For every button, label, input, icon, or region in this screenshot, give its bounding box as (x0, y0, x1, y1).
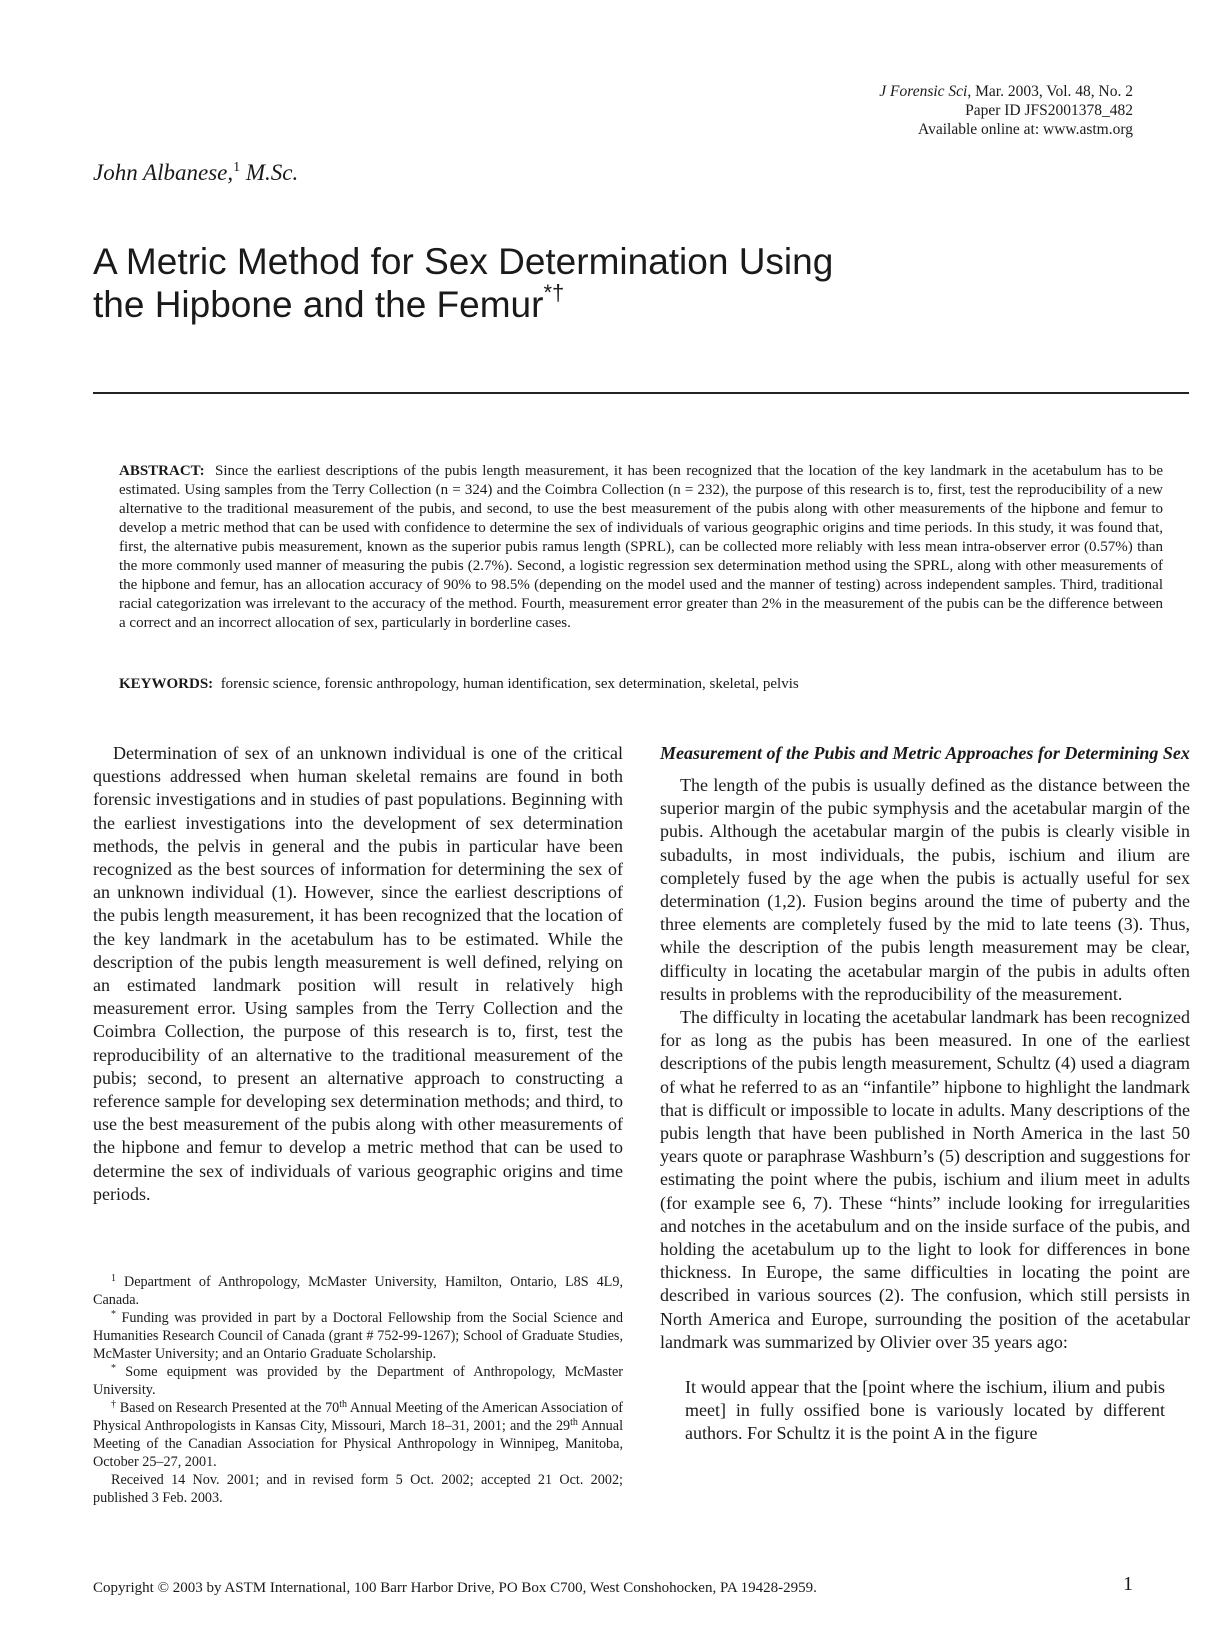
availability-note: Available online at: www.astm.org (918, 121, 1133, 138)
title-line-2: the Hipbone and the Femur (93, 284, 544, 325)
footnote-funding (93, 1309, 623, 1363)
ordinal-suffix: th (339, 1399, 348, 1410)
footnote-text: Some equipment was provided by the Department of Anthropology, McMaster University. (93, 1364, 624, 1398)
page-number: 1 (1123, 1573, 1133, 1595)
abstract (119, 462, 1163, 633)
author-name: John Albanese, (93, 160, 234, 185)
title-divider (93, 392, 1189, 394)
footnote-presentation (93, 1399, 623, 1471)
journal-info (713, 82, 1133, 139)
journal-issue: , Mar. 2003, Vol. 48, No. 2 (967, 83, 1133, 100)
right-column (660, 742, 1190, 1446)
footnote-received-dates: Received 14 Nov. 2001; and in revised form 5 Oct. 2002; accepted 21 Oct. 2002; published 3 Feb. 2003. (93, 1472, 623, 1506)
copyright-footer: Copyright © 2003 by ASTM International, 100 Barr Harbor Drive, PO Box C700, West Conshohocken, PA 19428-2959. (93, 1580, 817, 1596)
title-footnote-marks: *† (543, 280, 565, 305)
footnote-text: Annual Meeting of the Canadian Association for Physical Anthropology in Winnipeg, Manitoba, October 25–27, 2001. (93, 1418, 624, 1470)
journal-name: J Forensic Sci (879, 83, 968, 100)
footnote-equipment (93, 1363, 623, 1399)
abstract-text: Since the earliest descriptions of the pubis length measurement, it has been recognized that the location of the key landmark in the acetabulum has to be estimated. Using samples from the Terry Collection (n = 324) and the Coimbra Collection (n = 232), the purpose of this research is to, first, test the reproducibility of a new alternative to the traditional measurement of the pubis, and second, to use the best measurement of the pubis along with other measurements of the hipbone and femur to develop a metric method that can be used with confidence to determine the sex of individuals of various geographic origins and time periods. In this study, it was found that, first, the alternative pubis measurement, known as the superior pubis ramus length (SPRL), can be collected more reliably with less mean intra-observer error (0.57%) than the more commonly used manner of measuring the pubis (2.7%). Second, a logistic regression sex determination method using the SPRL, along with other measurements of the hipbone and femur, has an allocation accuracy of 90% to 98.5% (depending on the model used and the manner of testing) across independent samples. Third, traditional racial categorization was irrelevant to the accuracy of the method. Fourth, measurement error greater than 2% in the measurement of the pubis can be the difference between a correct and an incorrect allocation of sex, particularly in borderline cases. (119, 463, 1164, 631)
section-heading: Measurement of the Pubis and Metric Approaches for Determining Sex (660, 743, 1190, 763)
author-degree: M.Sc. (240, 160, 299, 185)
footnote-mark: 1 (111, 1273, 116, 1284)
author-line (93, 160, 298, 186)
introduction-paragraph: Determination of sex of an unknown individual is one of the critical questions addressed when human skeletal remains are found in both forensic investigations and in studies of past populations. Beginning with the earliest investigations into the development of sex determination methods, the pelvis in general and the pubis in particular have been recognized as the best sources of information for determining the sex of an unknown individual (1). However, since the earliest descriptions of the pubis length measurement, it has been recognized that the location of the key landmark in the acetabulum has to be estimated. While the description of the pubis length measurement is well defined, relying on an estimated landmark position will result in relatively high measurement error. Using samples from the Terry Collection and the Coimbra Collection, the purpose of this research is to, first, test the reproducibility of an alternative to the traditional measurement of the pubis; second, to present an alternative approach to constructing a reference sample for developing sex determination methods; and third, to use the best measurement of the pubis along with other measurements of the hipbone and femur to develop a metric method that can be used to determine the sex of individuals of various geographic origins and time periods. (93, 743, 623, 1204)
author-affiliation-mark: 1 (233, 160, 241, 175)
keywords-label: KEYWORDS: (119, 676, 214, 692)
footnote-text: Annual Meeting of the American Association of Physical Anthropologists in Kansas City, Missouri, March 18–31, 2001; and the 29 (93, 1400, 624, 1434)
title-line-1: A Metric Method for Sex Determination Using (93, 241, 834, 282)
left-column (93, 742, 623, 1206)
block-quote: It would appear that the [point where the ischium, ilium and pubis meet] in fully ossified bone is variously located by different authors. For Schultz it is the point A in the figure (685, 1377, 1165, 1444)
paper-id: Paper ID JFS2001378_482 (965, 102, 1133, 119)
footnote-mark: * (111, 1363, 116, 1374)
abstract-label: ABSTRACT: (119, 463, 205, 479)
keywords (119, 675, 1163, 694)
ordinal-suffix: th (570, 1417, 578, 1428)
body-paragraph: The difficulty in locating the acetabular landmark has been recognized for as long as the pubis has been measured. In one of the earliest descriptions of the pubis length measurement, Schultz (4) used a diagram of what he referred to as an “infantile” hipbone to highlight the landmark that is difficult or impossible to locate in adults. Many descriptions of the pubis length that have been published in North America in the last 50 years quote or paraphrase Washburn’s (5) description and suggestions for estimating the point where the pubis, ischium and ilium meet in adults (for example see 6, 7). These “hints” include looking for irregularities and notches in the acetabulum and on the inside surface of the pubis, and holding the acetabulum up to the light to look for differences in bone thickness. In Europe, the same difficulties in locating the point are described in various sources (2). The confusion, which still persists in North America and Europe, surrounding the position of the acetabular landmark was summarized by Olivier over 35 years ago: (660, 1007, 1190, 1352)
keywords-text: forensic science, forensic anthropology, human identification, sex determination, skeletal, pelvis (220, 676, 799, 692)
footnote-text: Funding was provided in part by a Doctoral Fellowship from the Social Science and Humanities Research Council of Canada (grant # 752-99-1267); School of Graduate Studies, McMaster University; and an Ontario Graduate Scholarship. (93, 1310, 624, 1362)
footnote-text: Based on Research Presented at the 70 (119, 1400, 340, 1416)
paper-title (93, 240, 993, 326)
footnote-mark: † (111, 1399, 117, 1410)
footnote-text: Department of Anthropology, McMaster University, Hamilton, Ontario, L8S 4L9, Canada. (93, 1274, 623, 1308)
footnote-mark: * (111, 1309, 116, 1320)
body-paragraph: The length of the pubis is usually defined as the distance between the superior margin of the pubic symphysis and the acetabular margin of the pubis. Although the acetabular margin of the pubis is clearly visible in subadults, in most individuals, the pubis, ischium and ilium are completely fused by the age when the pubis is actually useful for sex determination (1,2). Fusion begins around the time of puberty and the three elements are completely fused by the mid to late teens (3). Thus, while the description of the pubis length measurement may be clear, difficulty in locating the acetabular margin of the pubis in adults often results in problems with the reproducibility of the measurement. (660, 775, 1190, 1004)
footnotes (93, 1273, 623, 1507)
journal-citation (713, 82, 1133, 101)
footnote-affiliation (93, 1273, 623, 1309)
